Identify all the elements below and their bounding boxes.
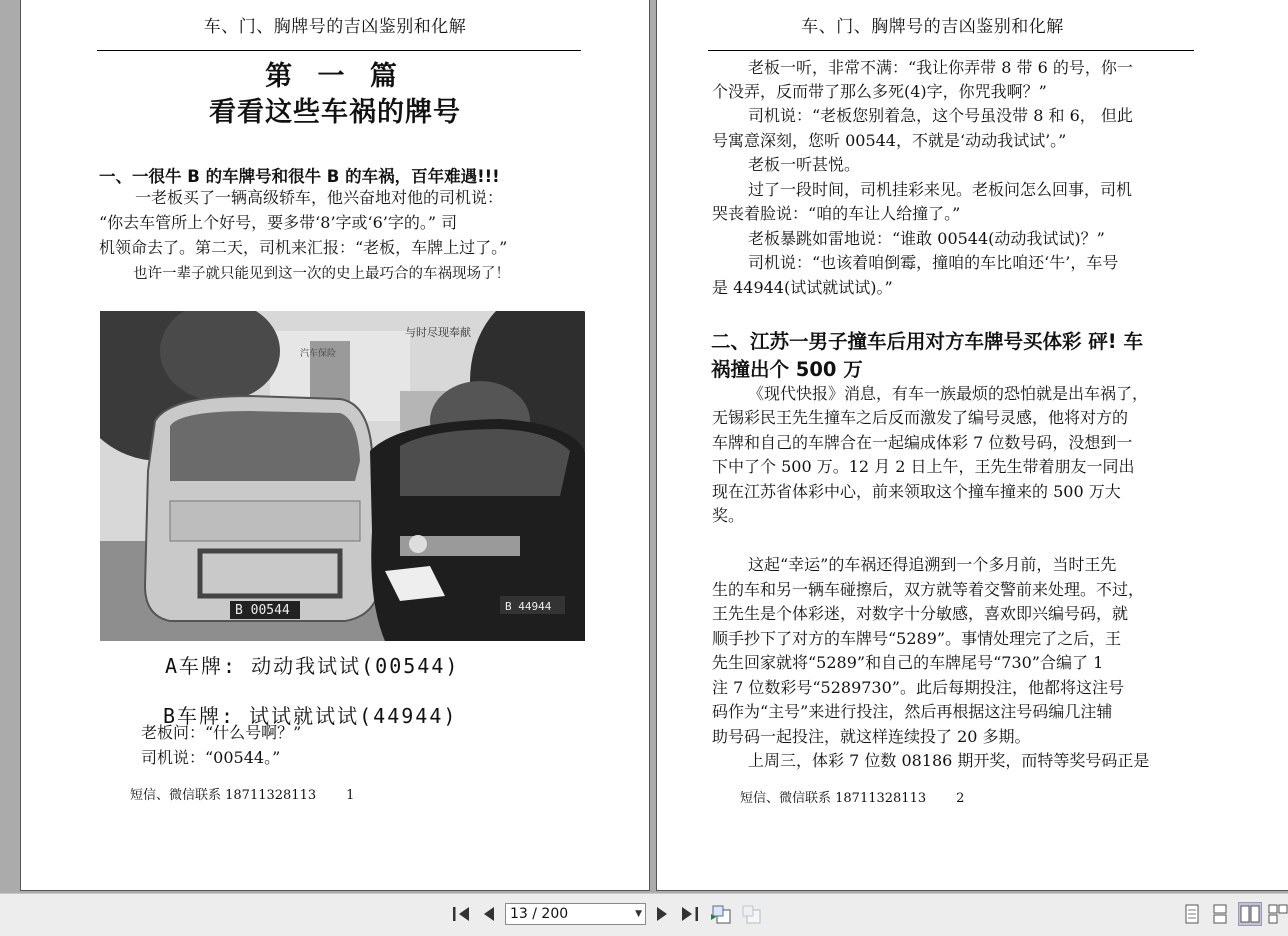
section-heading: 一、一很牛 B 的车牌号和很牛 B 的车祸，百年难遇!!! [99, 167, 500, 186]
paragraph-line: 车牌和自己的车牌合在一起编成体彩 7 位数号码，没想到一 [712, 433, 1133, 452]
section-heading: 祸撞出个 500 万 [711, 358, 863, 381]
next-page-button[interactable] [649, 900, 675, 928]
paragraph-line: 码作为“主号”来进行投注，然后再根据这注号码编几注辅 [712, 702, 1113, 721]
paragraph-line: 哭丧着脸说：“咱的车让人给撞了。” [712, 204, 961, 223]
previous-view-icon [710, 904, 732, 924]
plate-a-text: B 00544 [235, 603, 290, 618]
paragraph-line: 一老板买了一辆高级轿车，他兴奋地对他的司机说： [135, 188, 504, 207]
page-number: 1 [346, 788, 355, 803]
plate-b-caption: B车牌: 试试就试试(44944) [163, 704, 458, 728]
viewer-toolbar [0, 893, 1288, 936]
paragraph-line: “你去车管所上个好号，要多带‘8’字或‘6’字的。” 司 [99, 213, 458, 232]
page-indicator: 13 / 200 [510, 906, 569, 922]
dialog-line: 司机说：“00544。” [141, 748, 281, 767]
go-forward-view-button[interactable] [738, 900, 764, 928]
paragraph-line: 老板一听甚悦。 [748, 155, 861, 174]
billboard-text: 汽车保险 [300, 349, 337, 359]
last-page-icon [681, 906, 699, 922]
paragraph-line: 司机说：“也该着咱倒霉，撞咱的车比咱还‘牛’，车号 [748, 253, 1119, 272]
go-back-view-button[interactable] [708, 900, 734, 928]
paragraph-line: 助号码一起投注，就这样连续投了 20 多期。 [712, 727, 1031, 746]
previous-page-button[interactable] [476, 900, 502, 928]
paragraph-line: 这起“幸运”的车祸还得追溯到一个多月前，当时王先 [748, 555, 1117, 574]
first-page-button[interactable] [448, 900, 474, 928]
paragraph-line: 机领命去了。第二天，司机来汇报：“老板，车牌上过了。” [99, 238, 508, 257]
paragraph-line: 老板暴跳如雷地说：“谁敢 00544(动动我试试)？” [748, 229, 1105, 248]
section-heading: 二、江苏一男子撞车后用对方车牌号买体彩 砰! 车 [711, 330, 1143, 353]
page-number-input[interactable] [505, 903, 646, 925]
chapter-title: 第 一 篇 [265, 61, 405, 92]
two-page-continuous-view-button[interactable] [1266, 902, 1288, 926]
paragraph-line: 注 7 位数彩号“5289730”。此后每期投注，他都将这注号 [712, 678, 1124, 697]
plate-a-caption: A车牌: 动动我试试(00544) [165, 654, 460, 678]
left-page [20, 0, 650, 891]
chapter-subtitle: 看看这些车祸的牌号 [209, 97, 461, 128]
continuous-page-icon [1212, 904, 1228, 924]
dialog-line: 老板问：“什么号啊？” [141, 723, 302, 742]
header-rule [97, 50, 581, 51]
next-page-icon [655, 906, 669, 922]
right-page [656, 0, 1288, 891]
two-page-icon [1240, 904, 1260, 924]
paragraph-line: 顺手抄下了对方的车牌号“5289”。事情处理完了之后，王 [712, 629, 1122, 648]
next-view-icon [740, 904, 762, 924]
photo-note: 也许一辈子就只能见到这一次的史上最巧合的车祸现场了！ [133, 266, 510, 282]
paragraph-line: 现在江苏省体彩中心，前来领取这个撞车撞来的 500 万大 [712, 482, 1121, 501]
page-footer [130, 784, 354, 803]
paragraph-line: 过了一段时间，司机挂彩来见。老板问怎么回事，司机 [748, 180, 1133, 199]
two-page-continuous-icon [1268, 904, 1288, 924]
footer-contact: 短信、微信联系 18711328113 [130, 788, 317, 803]
continuous-view-button[interactable] [1208, 902, 1232, 926]
single-page-view-button[interactable] [1180, 902, 1204, 926]
last-page-button[interactable] [677, 900, 703, 928]
paragraph-line: 无锡彩民王先生撞车之后反而激发了编号灵感，他将对方的 [712, 408, 1129, 427]
paragraph-line: 个没弄，反而带了那么多死(4)字，你咒我啊？” [712, 82, 1047, 101]
first-page-icon [452, 906, 470, 922]
paragraph-line: 老板一听，非常不满：“我让你弄带 8 带 6 的号，你一 [748, 58, 1133, 77]
single-page-icon [1184, 904, 1200, 924]
dropdown-arrow-icon[interactable]: ▼ [635, 909, 642, 919]
paragraph-line: 生的车和另一辆车碰擦后，双方就等着交警前来处理。不过， [712, 580, 1145, 599]
paragraph-line: 下中了个 500 万。12 月 2 日上午，王先生带着朋友一同出 [712, 457, 1135, 476]
running-head: 车、门、胸牌号的吉凶鉴别和化解 [203, 17, 467, 37]
paragraph-line: 号寓意深刻，您听 00544，不就是‘动动我试试’。” [712, 131, 1067, 150]
photo-watermark: 与时尽现奉献 [405, 326, 471, 339]
page-number: 2 [956, 791, 965, 806]
paragraph-line: 王先生是个体彩迷，对数字十分敏感，喜欢即兴编号码，就 [712, 604, 1129, 623]
paragraph-line: 上周三，体彩 7 位数 08186 期开奖，而特等奖号码正是 [748, 751, 1150, 770]
plate-b-text: B 44944 [505, 600, 552, 613]
paragraph-line: 《现代快报》消息，有车一族最烦的恐怕就是出车祸了， [748, 384, 1149, 403]
paragraph-line: 是 44944(试试就试试)。” [712, 278, 893, 297]
paragraph-line: 奖。 [712, 506, 745, 525]
page-footer [740, 787, 964, 806]
paragraph-line: 先生回家就将“5289”和自己的车牌尾号“730”合编了 1 [712, 653, 1104, 672]
footer-contact: 短信、微信联系 18711328113 [740, 791, 927, 806]
running-head: 车、门、胸牌号的吉凶鉴别和化解 [801, 17, 1064, 37]
crash-photo [100, 311, 585, 641]
paragraph-line: 司机说：“老板您别着急，这个号虽没带 8 和 6， 但此 [748, 106, 1133, 125]
two-page-view-button[interactable] [1238, 902, 1262, 926]
header-rule [708, 50, 1194, 51]
previous-page-icon [482, 906, 496, 922]
